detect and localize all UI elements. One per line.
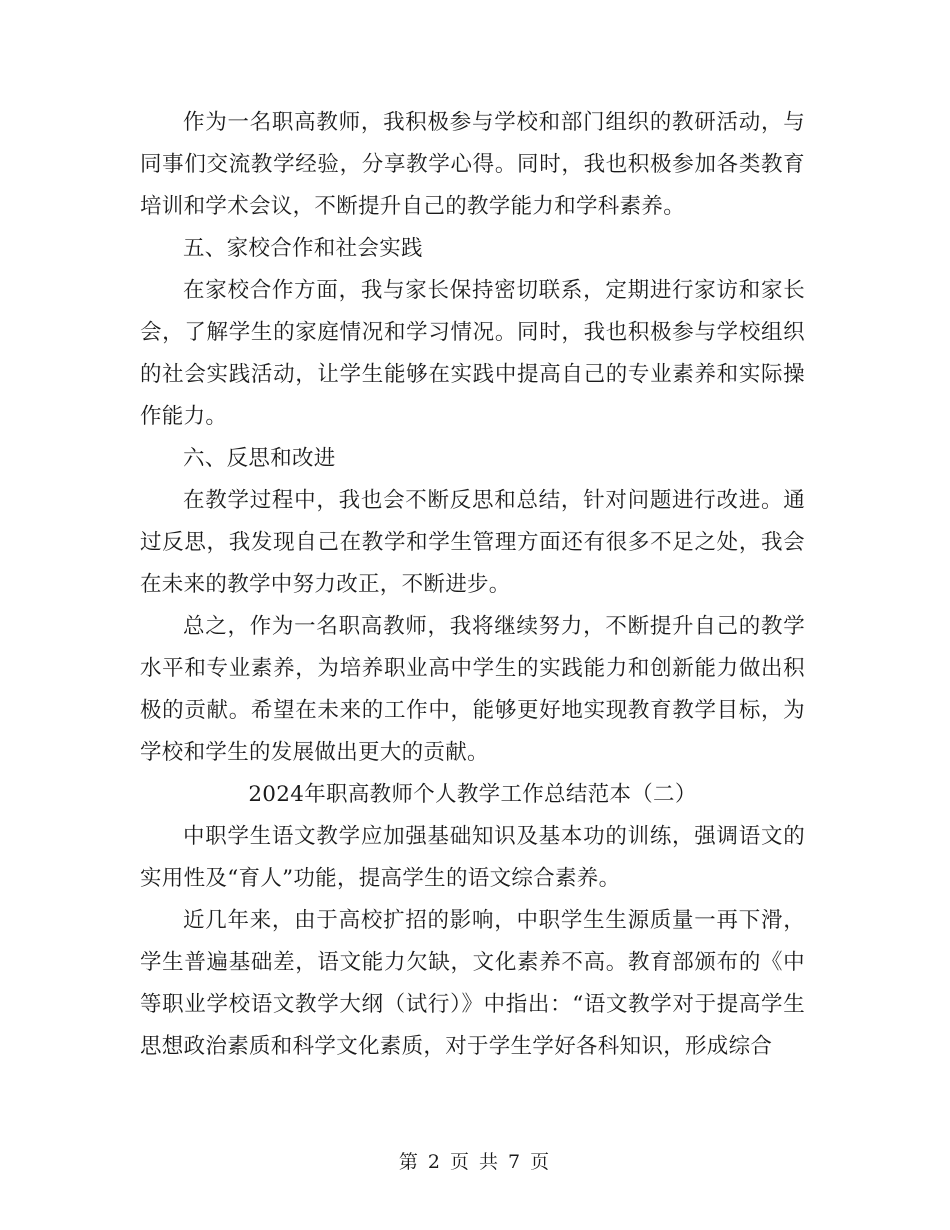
paragraph-chinese-teaching: 中职学生语文教学应加强基础知识及基本功的训练，强调语文的实用性及“育人”功能，提高学生的语文综合素养。 — [140, 824, 805, 891]
paragraph-conclusion: 总之，作为一名职高教师，我将继续努力，不断提升自己的教学水平和专业素养，为培养职业高中学生的实践能力和创新能力做出积极的贡献。希望在未来的工作中，能够更好地实现教育教学目标，为学校和学生的发展做出更大的贡献。 — [140, 614, 805, 765]
paragraph-teaching-research: 作为一名职高教师，我积极参与学校和部门组织的教研活动，与同事们交流教学经验，分享教学心得。同时，我也积极参加各类教育培训和学术会议，不断提升自己的教学能力和学科素养。 — [140, 110, 805, 219]
paragraph-reflection: 在教学过程中，我也会不断反思和总结，针对问题进行改进。通过反思，我发现自己在教学和学生管理方面还有很多不足之处，我会在未来的教学中努力改正，不断进步。 — [140, 488, 805, 597]
paragraph-recent-years: 近几年来，由于高校扩招的影响，中职学生生源质量一再下滑，学生普遍基础差，语文能力欠缺，文化素养不高。教育部颁布的《中等职业学校语文教学大纲（试行）》中指出：“语文教学对于提高学生思想政治素质和科学文化素质，对于学生学好各科知识，形成综合 — [140, 908, 805, 1059]
section-heading-home-school: 五、家校合作和社会实践 — [183, 236, 423, 261]
paragraph-home-school: 在家校合作方面，我与家长保持密切联系，定期进行家访和家长会，了解学生的家庭情况和学习情况。同时，我也积极参与学校组织的社会实践活动，让学生能够在实践中提高自己的专业素养和实际操作能力。 — [140, 278, 805, 429]
document-body — [140, 102, 805, 1068]
document-title: 2024年职高教师个人教学工作总结范本（二） — [248, 782, 697, 807]
section-heading-reflection: 六、反思和改进 — [183, 446, 336, 471]
page-number-footer: 第 2 页 共 7 页 — [398, 1151, 552, 1173]
